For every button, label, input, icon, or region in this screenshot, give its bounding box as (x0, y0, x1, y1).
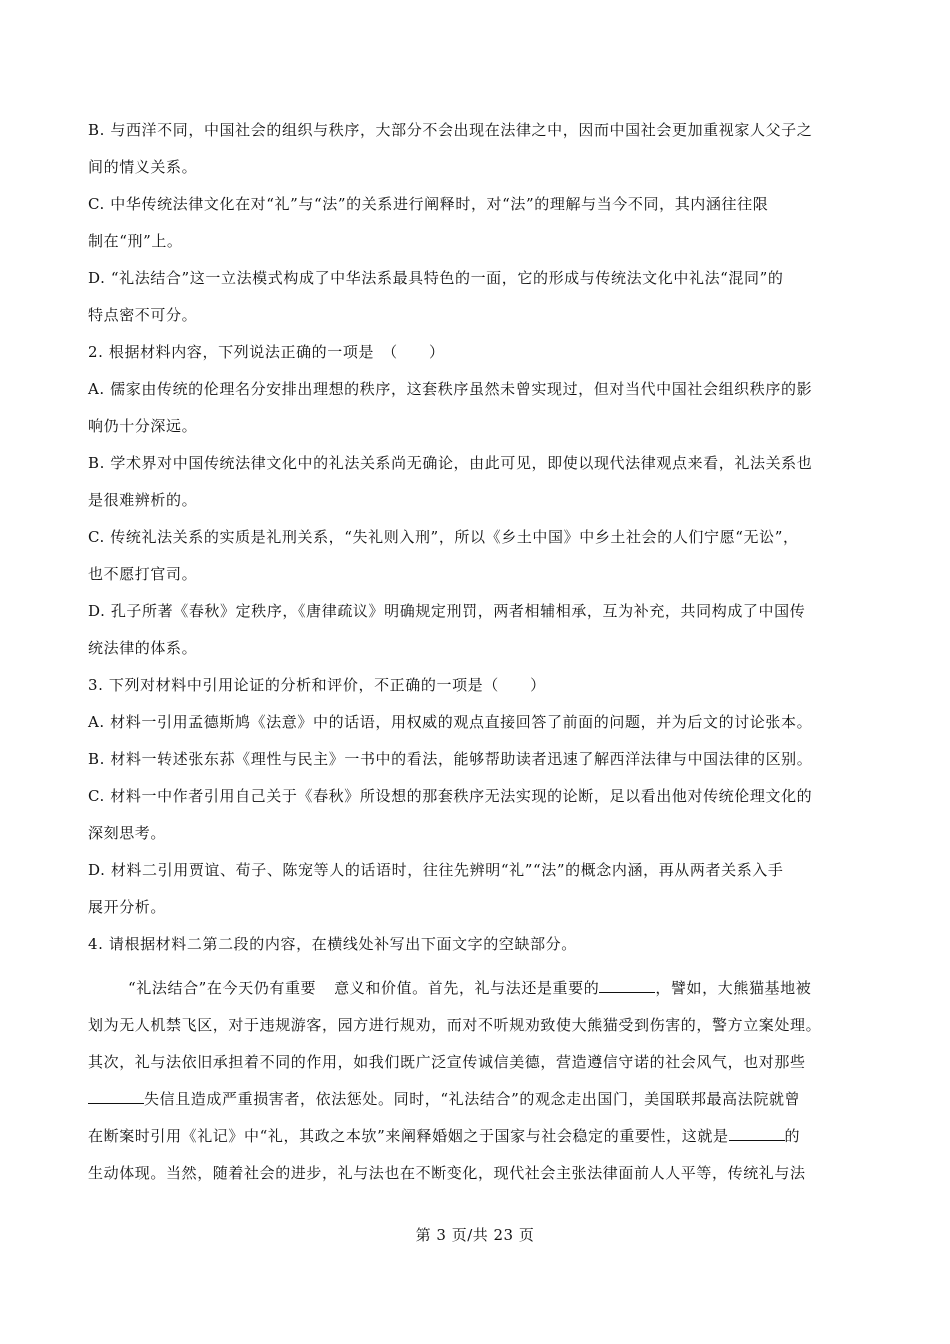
q4-passage-line-1 (88, 970, 868, 1007)
q4-passage-text-1b: 意义和价值。首先，礼与法还是重要的 (334, 979, 600, 997)
q3-option-a: A. 材料一引用孟德斯鸠《法意》中的话语，用权威的观点直接回答了前面的问题，并为后文的讨论张本。 (88, 713, 813, 731)
q2-option-c-line-2: 也不愿打官司。 (88, 565, 198, 583)
answer-blank-1[interactable] (599, 974, 655, 993)
q3-option-c-line-1: C. 材料一中作者引用自己关于《春秋》所设想的那套秩序无法实现的论断，足以看出他对传统伦理文化的 (88, 787, 813, 805)
q2-option-b-line-1: B. 学术界对中国传统法律文化中的礼法关系尚无确论，由此可见，即使以现代法律观点来看，礼法关系也 (88, 454, 813, 472)
q4-passage-line-3: 其次，礼与法依旧承担着不同的作用，如我们既广泛宣传诚信美德，营造遵信守诺的社会风气，也对那些 (88, 1053, 806, 1071)
answer-blank-3[interactable] (729, 1122, 785, 1141)
q4-passage-line-4 (88, 1081, 868, 1118)
page-content (88, 112, 868, 1192)
q1-option-c-line-2: 制在“刑”上。 (88, 232, 183, 250)
q3-option-c-line-2: 深刻思考。 (88, 824, 167, 842)
answer-blank-2[interactable] (88, 1085, 144, 1104)
q2-option-d-line-1: D. 孔子所著《春秋》定秩序，《唐律疏议》明确规定刑罚，两者相辅相承，互为补充，共同构成了中国传 (88, 602, 806, 620)
q4-passage-text-1c: ，譬如，大熊猫基地被 (655, 979, 812, 997)
q4-stem: 4. 请根据材料二第二段的内容，在横线处补写出下面文字的空缺部分。 (88, 935, 577, 953)
q2-stem: 2. 根据材料内容，下列说法正确的一项是 （ ） (88, 343, 445, 361)
q3-option-d-line-2: 展开分析。 (88, 898, 167, 916)
q1-option-d-line-1: D. “礼法结合”这一立法模式构成了中华法系最具特色的一面，它的形成与传统法文化中礼法“混同”的 (88, 269, 784, 287)
q4-passage-line-5 (88, 1118, 868, 1155)
q3-stem: 3. 下列对材料中引用论证的分析和评价，不正确的一项是（ ） (88, 676, 546, 694)
page-footer: 第 3 页/共 23 页 (415, 1226, 535, 1244)
q2-option-d-line-2: 统法律的体系。 (88, 639, 198, 657)
q2-option-a-line-2: 响仍十分深远。 (88, 417, 198, 435)
q1-option-c-line-1: C. 中华传统法律文化在对“礼”与“法”的关系进行阐释时，对“法”的理解与当今不同，其内涵往往限 (88, 195, 769, 213)
q2-option-c-line-1: C. 传统礼法关系的实质是礼刑关系，“失礼则入刑”，所以《乡土中国》中乡土社会的人们宁愿“无讼”， (88, 528, 799, 546)
q1-option-b-line-1: B. 与西洋不同，中国社会的组织与秩序，大部分不会出现在法律之中，因而中国社会更加重视家人父子之 (88, 121, 813, 139)
q4-passage-text-4: 失信且造成严重损害者，依法惩处。同时，“礼法结合”的观念走出国门，美国联邦最高法院就曾 (144, 1090, 801, 1108)
q4-passage-text-5b: 的 (784, 1127, 801, 1145)
q4-passage-line-6: 生动体现。当然，随着社会的进步，礼与法也在不断变化，现代社会主张法律面前人人平等，传统礼与法 (88, 1164, 806, 1182)
q4-passage-text-5a: 在断案时引用《礼记》中“礼，其政之本欤”来阐释婚姻之于国家与社会稳定的重要性，这就是 (88, 1127, 729, 1145)
q3-option-b: B. 材料一转述张东荪《理性与民主》一书中的看法，能够帮助读者迅速了解西洋法律与中国法律的区别。 (88, 750, 813, 768)
q2-option-a-line-1: A. 儒家由传统的伦理名分安排出理想的秩序，这套秩序虽然未曾实现过，但对当代中国社会组织秩序的影 (88, 380, 813, 398)
q1-option-b-line-2: 间的情义关系。 (88, 158, 198, 176)
q1-option-d-line-2: 特点密不可分。 (88, 306, 198, 324)
q3-option-d-line-1: D. 材料二引用贾谊、荀子、陈宠等人的话语时，往往先辨明“礼”“法”的概念内涵，再从两者关系入手 (88, 861, 784, 879)
q2-option-b-line-2: 是很难辨析的。 (88, 491, 198, 509)
q4-passage-text-1a: “礼法结合”在今天仍有重要 (128, 979, 317, 997)
q4-passage-line-2: 划为无人机禁飞区，对于违规游客，园方进行规劝，而对不听规劝致使大熊猫受到伤害的，警方立案处理。 (88, 1016, 822, 1034)
